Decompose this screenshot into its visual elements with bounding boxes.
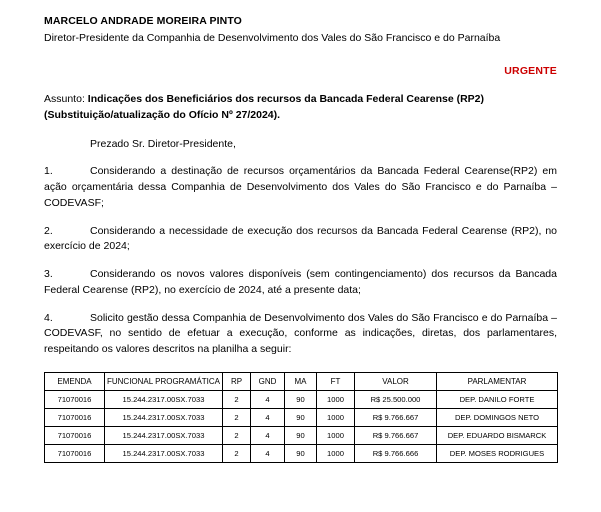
paragraph-1-text: Considerando a destinação de recursos orçamentários da Bancada Federal Cearense(RP2) em ação orçamentária dessa Companhia de Desenvolvimento dos Vales do São Francisco e do Parnaíba – CODEVASF; [44,165,557,209]
cell-ft: 1000 [317,390,355,408]
cell-parlamentar: DEP. DOMINGOS NETO [437,408,558,426]
cell-funcional: 15.244.2317.00SX.7033 [105,444,223,462]
cell-rp: 2 [223,408,251,426]
cell-ft: 1000 [317,426,355,444]
table-row [45,390,558,408]
table-row [45,408,558,426]
cell-gnd: 4 [251,390,285,408]
cell-ft: 1000 [317,408,355,426]
table-header-rp: RP [223,372,251,390]
paragraph-2-text: Considerando a necessidade de execução dos recursos da Bancada Federal Cearense (RP2), no exercício de 2024; [44,224,557,253]
cell-rp: 2 [223,444,251,462]
cell-parlamentar: DEP. MOSES RODRIGUES [437,444,558,462]
table-header-row [45,372,558,390]
table-row [45,444,558,462]
paragraph-2 [44,224,557,256]
cell-funcional: 15.244.2317.00SX.7033 [105,408,223,426]
subject-text: Indicações dos Beneficiários dos recursos da Bancada Federal Cearense (RP2) (Substituição/atualização do Ofício Nº 27/2024). [44,92,485,122]
cell-ft: 1000 [317,444,355,462]
cell-funcional: 15.244.2317.00SX.7033 [105,390,223,408]
paragraph-3 [44,267,557,299]
subject-label: Assunto: [44,92,88,105]
cell-parlamentar: DEP. EDUARDO BISMARCK [437,426,558,444]
cell-gnd: 4 [251,426,285,444]
cell-rp: 2 [223,426,251,444]
recipient-name: MARCELO ANDRADE MOREIRA PINTO [44,15,242,27]
cell-ma: 90 [285,408,317,426]
paragraph-4-text: Solicito gestão dessa Companhia de Desenvolvimento dos Vales do São Francisco e do Parnaíba – CODEVASF, no sentido de efetuar a execução, conforme as indicações, diretas, dos parlamentares, respeitando os valores descritos na planilha a seguir: [44,311,557,355]
urgent-flag: URGENTE [504,64,557,77]
cell-funcional: 15.244.2317.00SX.7033 [105,426,223,444]
table-header-emenda: EMENDA [45,372,105,390]
paragraph-3-number: 3. [44,268,53,280]
subject-line [44,91,557,124]
paragraph-4 [44,311,557,358]
greeting: Prezado Sr. Diretor-Presidente, [90,137,236,150]
cell-parlamentar: DEP. DANILO FORTE [437,390,558,408]
paragraph-1 [44,164,557,211]
cell-emenda: 71070016 [45,408,105,426]
table-header-valor: VALOR [355,372,437,390]
cell-ma: 90 [285,390,317,408]
cell-emenda: 71070016 [45,444,105,462]
cell-valor: R$ 9.766.667 [355,426,437,444]
table-row [45,426,558,444]
paragraph-2-number: 2. [44,224,53,237]
table-header-ft: FT [317,372,355,390]
cell-gnd: 4 [251,408,285,426]
cell-emenda: 71070016 [45,426,105,444]
table-header-funcional-programatica: FUNCIONAL PROGRAMÁTICA [105,372,223,390]
cell-valor: R$ 25.500.000 [355,390,437,408]
table-header-parlamentar: PARLAMENTAR [437,372,558,390]
cell-valor: R$ 9.766.666 [355,444,437,462]
cell-ma: 90 [285,426,317,444]
cell-emenda: 71070016 [45,390,105,408]
urgent-flag-container [44,61,557,79]
cell-rp: 2 [223,390,251,408]
paragraph-3-text: Considerando os novos valores disponíveis (sem contingenciamento) dos recursos da Bancada Federal Cearense (RP2), no exercício de 2024, até a presente data; [44,268,557,296]
cell-ma: 90 [285,444,317,462]
recipient-role: Diretor-Presidente da Companhia de Desenvolvimento dos Vales do São Francisco e do Parnaíba [44,32,501,45]
cell-gnd: 4 [251,444,285,462]
cell-valor: R$ 9.766.667 [355,408,437,426]
table-header-ma: MA [285,372,317,390]
paragraph-4-number: 4. [44,311,53,324]
paragraph-1-number: 1. [44,165,53,178]
table-header-gnd: GND [251,372,285,390]
emendas-table [44,372,558,463]
